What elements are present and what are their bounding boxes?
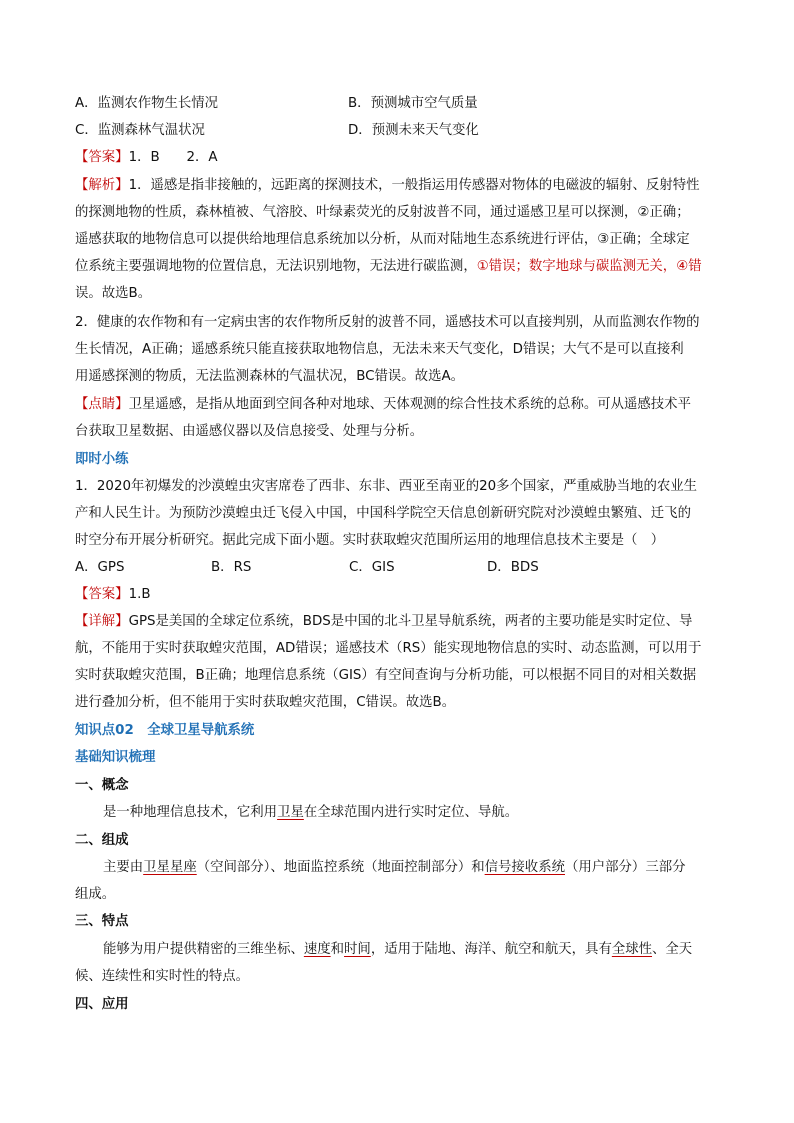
practice-option-d: D．BDS bbox=[487, 560, 539, 575]
feat-part-b: 和 bbox=[330, 942, 345, 957]
practice-line-1: 1．2020年初爆发的沙漠蝗虫灾害席卷了西非、东非、西亚至南亚的20多个国家，严重威胁当地的农业生 bbox=[75, 479, 698, 494]
analysis-line-8: 用遥感探测的物质，无法监测森林的气温状况，BC错误。故选A。 bbox=[75, 369, 465, 384]
practice-option-b: B．RS bbox=[211, 560, 252, 575]
dianjing-text-1: 卫星遥感，是指从地面到空间各种对地球、天体观测的综合性技术系统的总称。可从遥感技术平 bbox=[128, 397, 691, 412]
option-a: A．监测农作物生长情况 bbox=[75, 96, 219, 111]
answer2-text: 1.B bbox=[128, 587, 151, 602]
option-b: B．预测城市空气质量 bbox=[348, 96, 478, 111]
comp-keyword-2: 信号接收系统 bbox=[484, 860, 565, 875]
answer-line bbox=[75, 148, 218, 168]
heading-concept: 一、概念 bbox=[75, 778, 129, 793]
detail-line-2: 航，不能用于实时获取蝗灾范围，AD错误；遥感技术（RS）能实现地物信息的实时、动态监测，可以用于 bbox=[75, 641, 702, 656]
answer2-tag: 【答案】 bbox=[75, 587, 129, 602]
feat-keyword-3: 全球性 bbox=[611, 942, 653, 957]
features-text-2: 候、连续性和实时性的特点。 bbox=[75, 969, 250, 984]
section-title: 知识点02 全球卫星导航系统 bbox=[75, 723, 255, 738]
section-subtitle: 基础知识梳理 bbox=[75, 750, 156, 765]
concept-part-b: 在全球范围内进行实时定位、导航。 bbox=[303, 805, 519, 820]
feat-keyword-2: 时间 bbox=[344, 942, 371, 957]
option-c: C．监测森林气温状况 bbox=[75, 123, 205, 138]
heading-features: 三、特点 bbox=[75, 914, 129, 929]
comp-keyword-1: 卫星星座 bbox=[143, 860, 197, 875]
comp-part-a: 主要由 bbox=[103, 860, 144, 875]
dianjing-line-2: 台获取卫星数据、由遥感仪器以及信息接受、处理与分析。 bbox=[75, 424, 424, 439]
option-d: D．预测未来天气变化 bbox=[348, 123, 479, 138]
answer-tag: 【答案】 bbox=[75, 150, 129, 165]
composition-text-2: 组成。 bbox=[75, 887, 116, 902]
answer-text: 1．B 2．A bbox=[128, 150, 218, 165]
feat-part-d: 、全天 bbox=[652, 942, 693, 957]
analysis-line-4 bbox=[75, 257, 702, 277]
dianjing-line-1 bbox=[75, 395, 691, 415]
analysis-tag: 【解析】 bbox=[75, 178, 129, 193]
comp-part-b: （空间部分）、地面监控系统（地面控制部分）和 bbox=[196, 860, 485, 875]
detail-line-3: 实时获取蝗灾范围，B正确；地理信息系统（GIS）有空间查询与分析功能，可以根据不同目的对相关数据 bbox=[75, 668, 697, 683]
heading-composition: 二、组成 bbox=[75, 833, 129, 848]
practice-option-a: A．GPS bbox=[75, 560, 125, 575]
analysis-line-6: 2．健康的农作物和有一定病虫害的农作物所反射的波普不同，遥感技术可以直接判别，从而监测农作物的 bbox=[75, 315, 700, 330]
detail-text-1: GPS是美国的全球定位系统，BDS是中国的北斗卫星导航系统，两者的主要功能是实时定位、导 bbox=[128, 614, 693, 629]
analysis-line-7: 生长情况，A正确；遥感系统只能直接获取地物信息，无法未来天气变化，D错误；大气不是可以直接利 bbox=[75, 342, 684, 357]
composition-text-1 bbox=[103, 858, 686, 878]
analysis-text-1: 1．遥感是指非接触的，远距离的探测技术，一般指运用传感器对物体的电磁波的辐射、反射特性 bbox=[128, 178, 700, 193]
feat-keyword-1: 速度 bbox=[303, 942, 331, 957]
practice-option-c: C．GIS bbox=[349, 560, 395, 575]
analysis-line-3: 遥感获取的地物信息可以提供给地理信息系统加以分析，从而对陆地生态系统进行评估，③正确；全球定 bbox=[75, 232, 690, 247]
features-text-1 bbox=[103, 940, 692, 960]
feat-part-c: ，适用于陆地、海洋、航空和航天，具有 bbox=[370, 942, 612, 957]
practice-line-2: 产和人民生计。为预防沙漠蝗虫迁飞侵入中国，中国科学院空天信息创新研究院对沙漠蝗虫繁殖、迁飞的 bbox=[75, 506, 691, 521]
comp-part-c: （用户部分）三部分 bbox=[564, 860, 686, 875]
analysis-line-2: 的探测地物的性质，森林植被、气溶胶、叶绿素荧光的反射波普不同，通过遥感卫星可以探测，②正确； bbox=[75, 205, 690, 220]
analysis-text-4a: 位系统主要强调地物的位置信息，无法识别地物，无法进行碳监测， bbox=[75, 259, 477, 274]
concept-part-a: 是一种地理信息技术，它利用 bbox=[103, 805, 278, 820]
concept-text bbox=[103, 803, 518, 823]
detail-tag: 【详解】 bbox=[75, 614, 129, 629]
analysis-line-5: 误。故选B。 bbox=[75, 286, 152, 301]
dianjing-tag: 【点睛】 bbox=[75, 397, 129, 412]
answer2-line bbox=[75, 585, 151, 605]
feat-part-a: 能够为用户提供精密的三维坐标、 bbox=[103, 942, 304, 957]
detail-line-4: 进行叠加分析，但不能用于实时获取蝗灾范围，C错误。故选B。 bbox=[75, 695, 456, 710]
heading-applications: 四、应用 bbox=[75, 997, 129, 1012]
detail-line-1 bbox=[75, 612, 692, 632]
practice-line-3: 时空分布开展分析研究。据此完成下面小题。实时获取蝗灾范围所运用的地理信息技术主要是（ ） bbox=[75, 533, 665, 548]
analysis-text-4b: ①错误；数字地球与碳监测无关，④错 bbox=[476, 259, 702, 274]
concept-keyword: 卫星 bbox=[277, 805, 304, 820]
analysis-line-1 bbox=[75, 176, 700, 196]
practice-heading: 即时小练 bbox=[75, 452, 129, 467]
